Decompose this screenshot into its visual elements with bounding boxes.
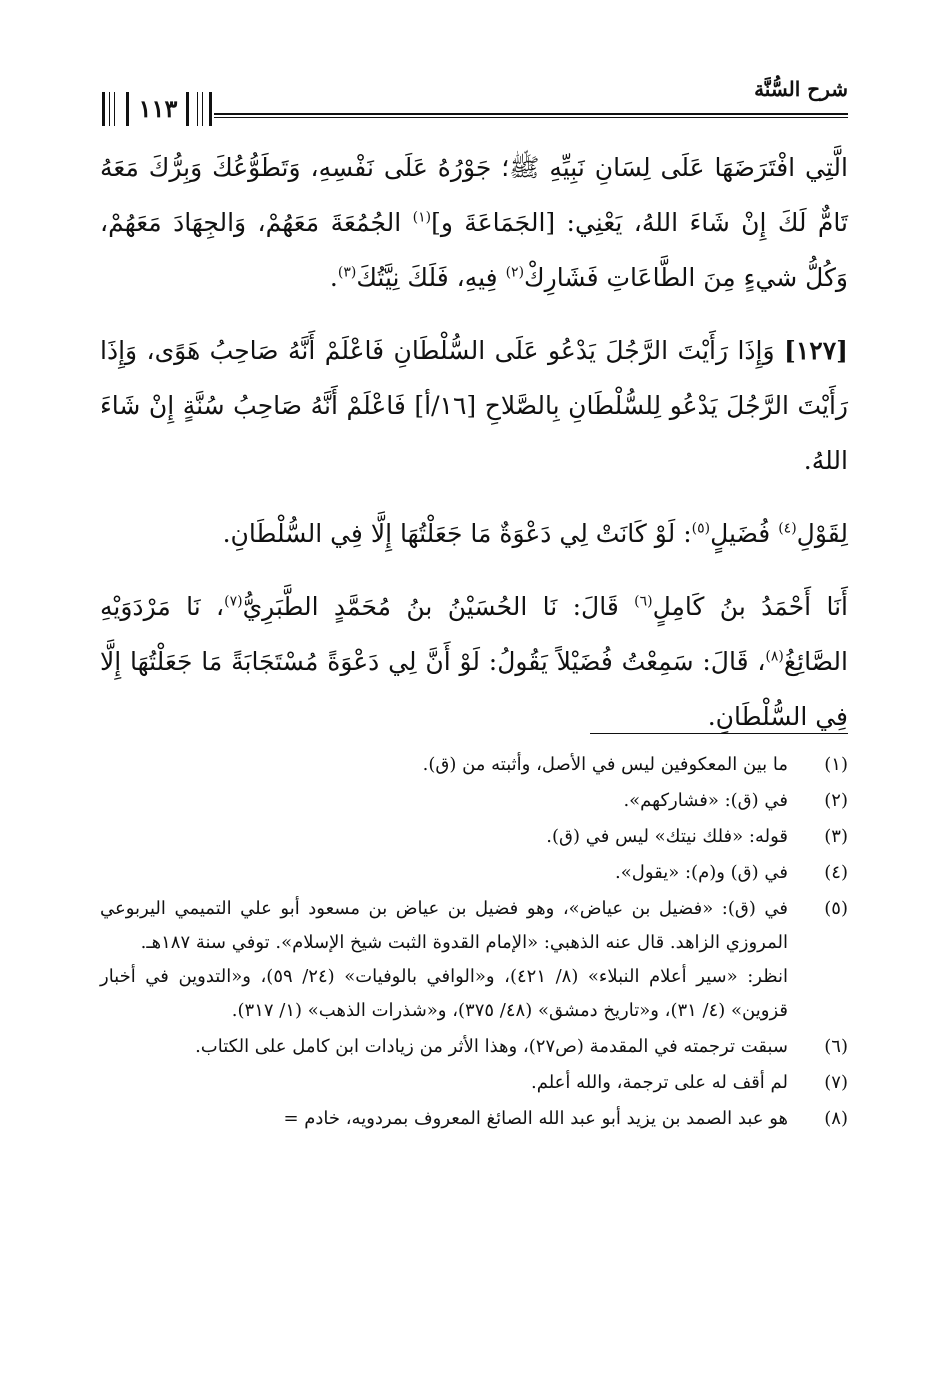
footnote-ref: (١) [412, 209, 432, 226]
footnote-ref: (٣) [337, 264, 357, 281]
header-rule-thin [214, 117, 848, 118]
book-title: شرح السُّنَّة [754, 77, 848, 101]
footnote [100, 1102, 848, 1136]
footnote [100, 1066, 848, 1100]
paragraph: لِقَوْلِ$^{(٤)}$ فُضَيلٍ$^{(٥)}$: لَوْ كَانَتْ لِي دَعْوَةٌ مَا جَعَلْتُهَا إِلَّا فِي السُّلْطَانِ. [222, 519, 848, 548]
section-number: [١٢٧] [784, 336, 848, 365]
footnote [100, 892, 848, 1028]
header-rule [214, 113, 848, 115]
footnote [100, 1030, 848, 1064]
footnote-number: (١) [824, 754, 848, 775]
page-number: ١١٣ [138, 94, 178, 123]
footnote-ref: (٦) [634, 593, 653, 610]
footnote-number: (٧) [824, 1072, 848, 1093]
paragraph: أَنَا أَحْمَدُ بنُ كَامِلٍ$^{(٦)}$ قَالَ: نَا الحُسَيْنُ بنُ مُحَمَّدٍ الطَّبَرِيُّ$^{(٧)}$، نَا مَرْدَوَيْهِ الصَّائِغُ$^{(٨)}$، قَالَ: سَمِعْتُ فُضَيْلاً يَقُولُ: لَوْ أَنَّ لِي دَعْوَةً مُسْتَجَابَةً مَا جَعَلْتُهَا إِلَّا فِي السُّلْطَانِ. [100, 592, 848, 731]
footnote [100, 820, 848, 854]
footnote-number: (٦) [824, 1036, 848, 1057]
footnote-text: في (ق): «فشاركهم». [623, 790, 788, 811]
paragraph-127: [١٢٧] وَإِذَا رَأَيْتَ الرَّجُلَ يَدْعُو عَلَى السُّلْطَانِ فَاعْلَمْ أَنَّهُ صَاحِبُ هَوًى، وَإِذَا رَأَيْتَ الرَّجُلَ يَدْعُو لِلسُّلْطَانِ بِالصَّلاحِ [١٦/أ] فَاعْلَمْ أَنَّهُ صَاحِبُ سُنَّةٍ إِنْ شَاءَ اللهُ. [100, 336, 848, 475]
footnote-number: (٨) [824, 1108, 848, 1129]
footnote-number: (٤) [824, 862, 848, 883]
footnote-ref: (٤) [778, 520, 797, 537]
footnote-text: سبقت ترجمته في المقدمة (ص٢٧)، وهذا الأثر من زيادات ابن كامل على الكتاب. [195, 1036, 788, 1057]
footnote-text: قوله: «فلك نيتك» ليس في (ق). [546, 826, 788, 847]
footnote-number: (٣) [824, 826, 848, 847]
footnote-text: في (ق) و(م): «يقول». [615, 862, 788, 883]
footnote-ref: (٢) [505, 264, 525, 281]
footnote-ref: (٨) [765, 648, 784, 665]
footnote-text: في (ق): «فضيل بن عياض»، وهو فضيل بن عياض بن مسعود أبو علي التميمي اليربوعي المروزي الزاهد. قال عنه الذهبي: «الإمام القدوة الثبت شيخ الإسلام». توفي سنة ١٨٧هـ. [100, 898, 788, 953]
footnote [100, 856, 848, 890]
footnote-text: هو عبد الصمد بن يزيد أبو عبد الله الصائغ المعروف بمردويه، خادم = [283, 1108, 788, 1129]
footnote [100, 784, 848, 818]
main-text [100, 140, 848, 762]
page-header [100, 72, 848, 126]
footnote-ref: (٧) [224, 593, 243, 610]
footnote-divider [590, 733, 848, 734]
footnote-text: ما بين المعكوفين ليس في الأصل، وأثبته من (ق). [422, 754, 788, 775]
footnote-references: انظر: «سير أعلام النبلاء» (٨/ ٤٢١)، و«الوافي بالوفيات» (٢٤/ ٥٩)، و«التدوين في أخبار قزوين» (٤/ ٣١)، و«تاريخ دمشق» (٤٨/ ٣٧٥)، و«شذرات الذهب» (١/ ٣١٧). [100, 966, 788, 1021]
footnote-ref: (٥) [691, 520, 711, 537]
footnotes [100, 748, 848, 1138]
page-number-box [100, 92, 214, 126]
footnote-text: لم أقف له على ترجمة، والله أعلم. [531, 1072, 788, 1093]
footnote [100, 748, 848, 782]
footnote-number: (٥) [824, 898, 848, 919]
footnote-number: (٢) [824, 790, 848, 811]
paragraph: الَّتِي افْتَرَضَهَا عَلَى لِسَانِ نَبِيِّهِ ﷺ؛ جَوْرُهُ عَلَى نَفْسِهِ، وَتَطَوُّعُكَ وَبِرُّكَ مَعَهُ تَامٌّ لَكَ إِنْ شَاءَ اللهُ، يَعْنِي: [الجَمَاعَةَ و]$^{(١)}$ الجُمُعَةَ مَعَهُمْ، وَالجِهَادَ مَعَهُمْ، وَكُلُّ شيءٍ مِنَ الطَّاعَاتِ فَشَارِكْ$^{(٢)}$ فِيهِ، فَلَكَ نِيَّتُكَ$^{(٣)}$. [100, 153, 848, 292]
